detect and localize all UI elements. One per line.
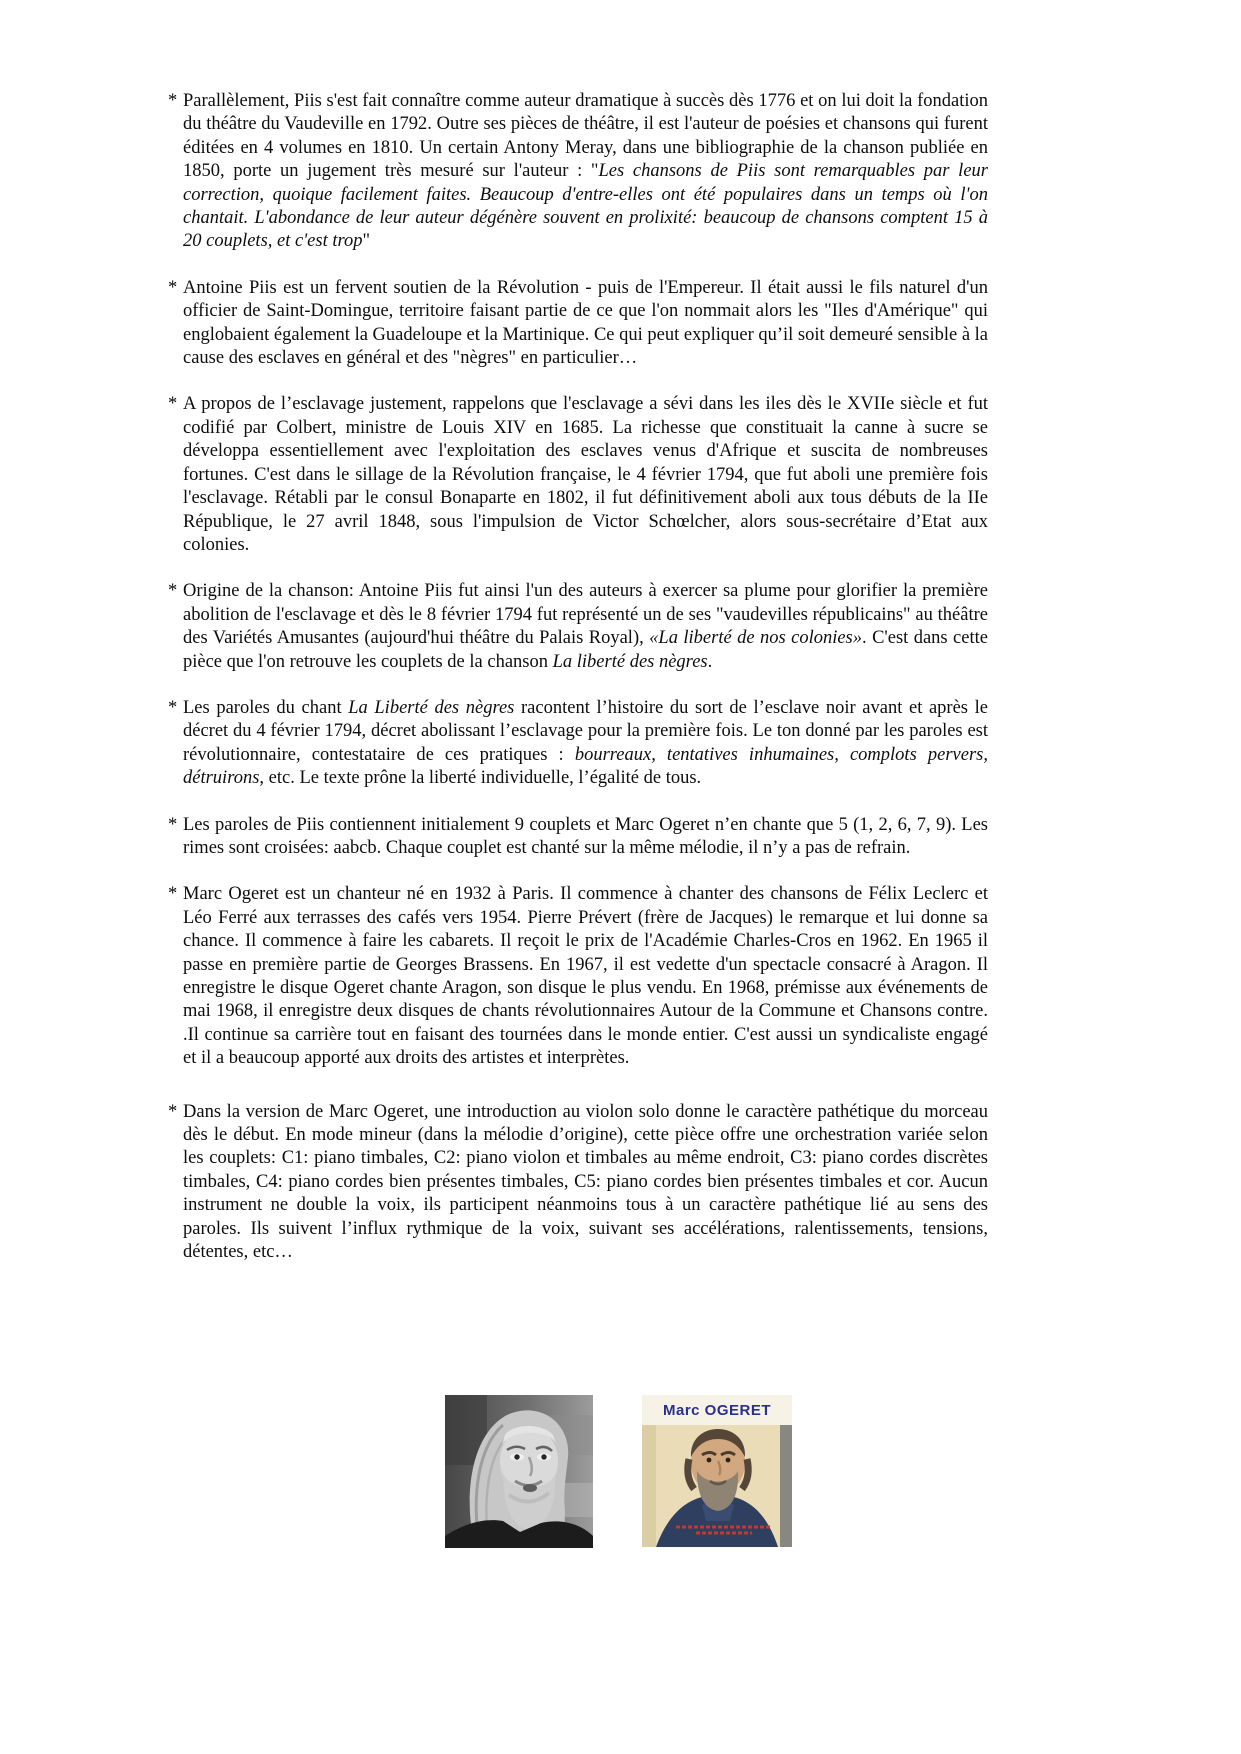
- text-run: Marc Ogeret est un chanteur né en 1932 à Paris. Il commence à chanter des chansons de Félix Leclerc et Léo Ferré aux terrasses des cafés vers 1954. Pierre Prévert (frère de Jacques) le remarque et lui donne sa chance. Il commence à faire les cabarets. Il reçoit le prix de l'Académie Charles-Cros en 1962. En 1965 il passe en première partie de Georges Brassens. En 1967, il est vedette d'un spectacle consacré à Aragon. Il enregistre le disque Ogeret chante Aragon, son disque le plus vendu. En 1968, prémisse aux événements de mai 1968, il enregistre deux disques de chants révolutionnaires Autour de la Commune et Chansons contre. .Il continue sa carrière tout en faisant des tournées dans le monde entier. C'est aussi un syndicaliste engagé et il a beaucoup apporté aux droits des artistes et interprètes.: [183, 884, 988, 1069]
- bullet-marker: *: [168, 1101, 178, 1122]
- bullet-marker: *: [168, 581, 178, 602]
- text-run: ": [362, 231, 371, 252]
- paragraph: [168, 697, 988, 791]
- paragraph: [168, 90, 988, 254]
- ogeret-portrait-photo: [445, 1395, 593, 1548]
- paragraph: [168, 814, 988, 861]
- text-run: Dans la version de Marc Ogeret, une introduction au violon solo donne le caractère pathétique du morceau dès le début. En mode mineur (dans la mélodie d’origine), cette pièce offre une orchestration variée selon les couplets: C1: piano timbales, C2: piano violon et timbales au même endroit, C3: piano cordes discrètes timbales, C4: piano cordes bien présentes timbales, C5: piano cordes bien présentes timbales et cor. Aucun instrument ne double la voix, ils participent néanmoins tous à un caractère pathétique lié au sens des paroles. Ils suivent l’influx rythmique de la voix, suivant ses accélérations, ralentissements, tensions, détentes, etc…: [183, 1101, 988, 1263]
- text-run: Les paroles de Piis contiennent initialement 9 couplets et Marc Ogeret n’en chante que 5 (1, 2, 6, 7, 9). Les rimes sont croisées: aabcb. Chaque couplet est chanté sur la même mélodie, il n’y a pas de refrain.: [183, 814, 988, 858]
- album-cover: [642, 1395, 792, 1547]
- images-row: [445, 1395, 792, 1548]
- text-run: «La liberté de nos colonies»: [649, 628, 863, 649]
- text-run: Les chansons de Piis sont remarquables par leur correction, quoique facilement faites. Beaucoup d'entre-elles ont été populaires dans un temps où l'on chantait. L'abondance de leur auteur dégénère souvent en prolixité: beaucoup de chansons comptent 15 à 20 couplets, et c'est trop: [183, 161, 988, 252]
- text-run: racontent l’histoire du sort de l’esclave noir avant et après le décret du 4 février 1794, décret abolissant l’esclavage pour la première fois. Le ton donné par les paroles est révolutionnaire, contestataire de ces pratiques :: [183, 697, 988, 765]
- album-title: Marc OGERET: [662, 1401, 772, 1419]
- bullet-marker: *: [168, 277, 178, 298]
- album-title-band: [642, 1395, 792, 1425]
- portrait-photo-illustration: [445, 1395, 593, 1548]
- bullet-marker: *: [168, 884, 178, 905]
- bullet-marker: *: [168, 697, 178, 718]
- paragraph: [168, 580, 988, 674]
- text-run: Antoine Piis est un fervent soutien de la Révolution - puis de l'Empereur. Il était aussi le fils naturel d'un officier de Saint-Domingue, territoire faisant partie de ce que l'on nommait alors les "Iles d'Amérique" qui englobaient également la Guadeloupe et la Martinique. Ce qui peut expliquer qu’il soit demeuré sensible à la cause des esclaves en général et des "nègres" en particulier…: [183, 277, 989, 369]
- text-run: La liberté des nègres: [552, 651, 708, 672]
- text-run: Origine de la chanson: Antoine Piis fut ainsi l'un des auteurs à exercer sa plume pour glorifier la première abolition de l'esclavage et dès le 8 février 1794 fut représenté un de ses "vaudevilles républicains" au théâtre des Variétés Amusantes (aujourd'hui théâtre du Palais Royal),: [183, 581, 988, 649]
- bullet-marker: *: [168, 814, 178, 835]
- text-run: .: [707, 651, 713, 672]
- text-run: , etc. Le texte prône la liberté individuelle, l’égalité de tous.: [259, 768, 702, 789]
- text-run: bourreaux, tentatives inhumaines, complots pervers, détruirons: [183, 744, 988, 789]
- text-run: Parallèlement, Piis s'est fait connaître comme auteur dramatique à succès dès 1776 et on lui doit la fondation du théâtre du Vaudeville en 1792. Outre ses pièces de théâtre, il est l'auteur de poésies et chansons qui furent éditées en 4 volumes en 1810. Un certain Antony Meray, dans une bibliographie de la chanson publiée en 1850, porte un jugement très mesuré sur l'auteur : ": [183, 91, 988, 182]
- bullet-marker: *: [168, 91, 178, 111]
- paragraph: [168, 277, 988, 371]
- text-run: . C'est dans cette pièce que l'on retrouve les couplets de la chanson: [183, 628, 988, 672]
- document-body: [168, 90, 988, 1287]
- text-run: La Liberté des nègres: [348, 697, 515, 718]
- paragraph: [168, 1101, 988, 1265]
- paragraph: [168, 883, 988, 1070]
- paragraph: [168, 393, 988, 557]
- bullet-marker: *: [168, 394, 178, 415]
- text-run: A propos de l’esclavage justement, rappelons que l'esclavage a sévi dans les iles dès le XVIIe siècle et fut codifié par Colbert, ministre de Louis XIV en 1685. La richesse que constituait la canne à sucre se développa essentiellement avec l'exploitation des esclaves venus d'Afrique et suscita de nombreuses fortunes. C'est dans le sillage de la Révolution française, le 4 février 1794, que fut aboli une première fois l'esclavage. Rétabli par le consul Bonaparte en 1802, il fut définitivement aboli aux tous débuts de la IIe République, le 27 avril 1848, sous l'impulsion de Victor Schœlcher, alors sous-secrétaire d’Etat aux colonies.: [183, 394, 988, 555]
- album-photo-illustration: [642, 1425, 792, 1547]
- text-run: Les paroles du chant: [183, 697, 349, 718]
